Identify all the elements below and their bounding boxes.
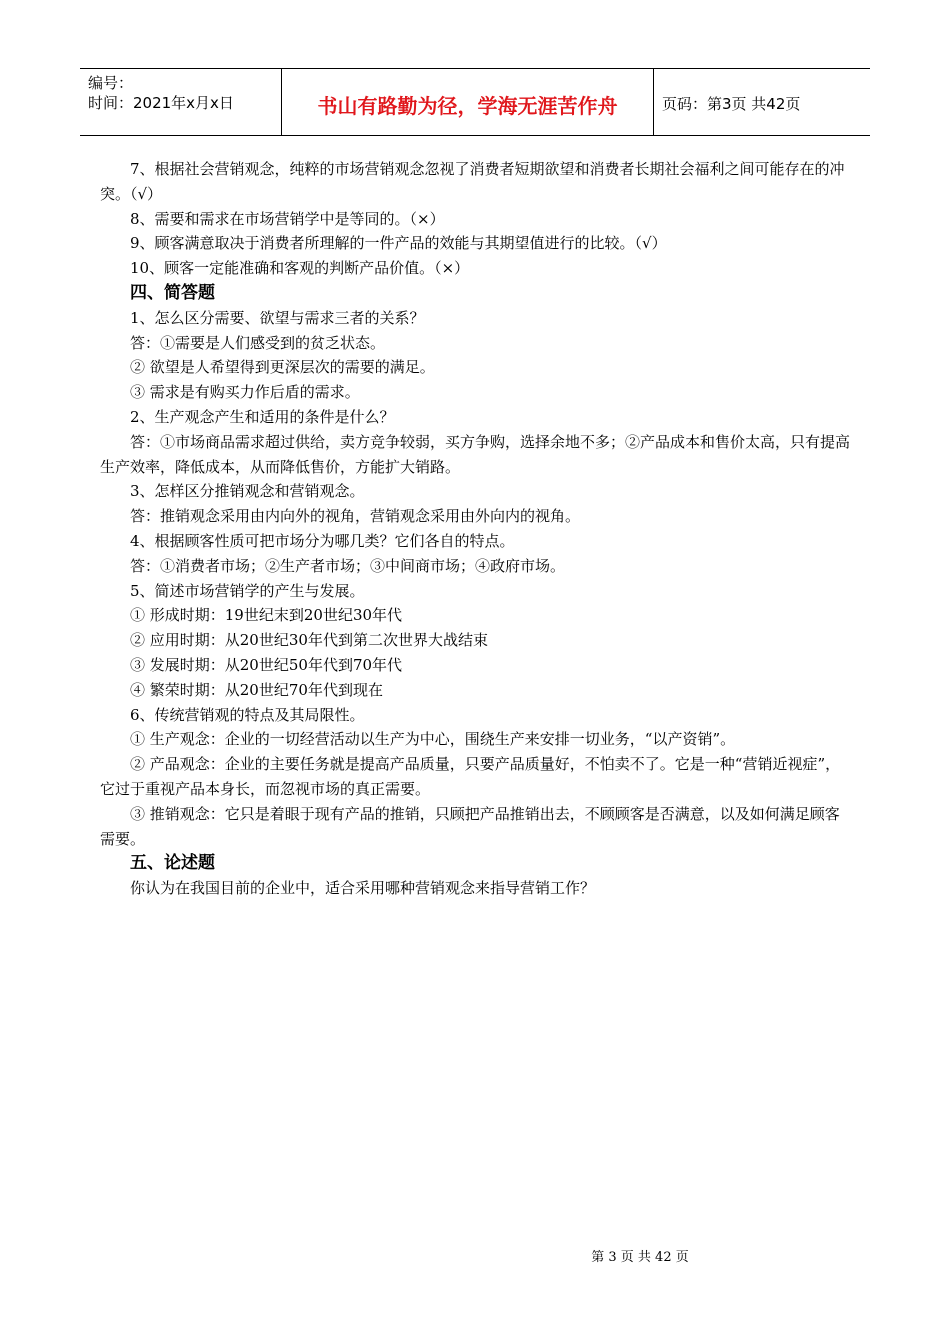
document-body [100, 157, 852, 901]
body-paragraph: 8、需要和需求在市场营销学中是等同的。（×） [130, 209, 445, 228]
page-header [80, 68, 870, 136]
body-paragraph: ③ 发展时期：从20世纪50年代到70年代 [130, 655, 403, 674]
section-heading: 五、论述题 [130, 853, 215, 874]
body-paragraph: 9、顾客满意取决于消费者所理解的一件产品的效能与其期望值进行的比较。（√） [130, 234, 667, 253]
body-paragraph: 10、顾客一定能准确和客观的判断产品价值。（×） [130, 259, 470, 278]
body-paragraph: ① 形成时期：19世纪末到20世纪30年代 [130, 606, 403, 625]
body-paragraph: ② 欲望是人希望得到更深层次的需要的满足。 [130, 358, 435, 377]
body-paragraph: 答：①市场商品需求超过供给，卖方竞争较弱，买方争购，选择余地不多；②产品成本和售价太高，只有提高生产效率，降低成本，从而降低售价，方能扩大销路。 [100, 432, 851, 476]
page-footer: 第 3 页 共 42 页 [591, 1250, 689, 1265]
body-paragraph: ④ 繁荣时期：从20世纪70年代到现在 [130, 680, 383, 699]
body-paragraph: 3、怎样区分推销观念和营销观念。 [130, 482, 365, 501]
body-paragraph: ② 产品观念：企业的主要任务就是提高产品质量，只要产品质量好，不怕卖不了。它是一种“营销近视症”，它过于重视产品本身长，而忽视市场的真正需要。 [100, 755, 841, 798]
body-paragraph: ① 生产观念：企业的一切经营活动以生产为中心，围绕生产来安排一切业务，“以产资销”。 [130, 730, 736, 749]
body-paragraph: 5、简述市场营销学的产生与发展。 [130, 581, 365, 600]
body-paragraph: 你认为在我国目前的企业中，适合采用哪种营销观念来指导营销工作？ [130, 879, 596, 898]
time-label: 时间：2021年x月x日 [88, 94, 234, 112]
body-paragraph: 答：①需要是人们感受到的贫乏状态。 [130, 333, 386, 352]
body-paragraph: ③ 推销观念：它只是着眼于现有产品的推销，只顾把产品推销出去，不顾顾客是否满意，以及如何满足顾客需要。 [100, 804, 840, 848]
body-paragraph: 答：推销观念采用由内向外的视角，营销观念采用由外向内的视角。 [130, 507, 581, 526]
body-paragraph: 2、生产观念产生和适用的条件是什么？ [130, 407, 395, 426]
body-paragraph: 答：①消费者市场；②生产者市场；③中间商市场；④政府市场。 [130, 556, 566, 575]
section-heading: 四、简答题 [130, 282, 215, 303]
header-motto: 书山有路勤为径，学海无涯苦作舟 [282, 69, 654, 135]
header-meta [80, 69, 282, 135]
code-label: 编号： [88, 74, 134, 92]
body-paragraph: 7、根据社会营销观念，纯粹的市场营销观念忽视了消费者短期欲望和消费者长期社会福利之间可能存在的冲突。（√） [100, 160, 845, 203]
body-paragraph: ③ 需求是有购买力作后盾的需求。 [130, 383, 360, 402]
body-paragraph: 6、传统营销观的特点及其局限性。 [130, 705, 365, 724]
body-paragraph: 1、怎么区分需要、欲望与需求三者的关系？ [130, 308, 425, 327]
body-paragraph: 4、根据顾客性质可把市场分为哪几类？它们各自的特点。 [130, 531, 515, 550]
header-page-label: 页码：第3页 共42页 [662, 94, 801, 113]
body-paragraph: ② 应用时期：从20世纪30年代到第二次世界大战结束 [130, 631, 488, 650]
